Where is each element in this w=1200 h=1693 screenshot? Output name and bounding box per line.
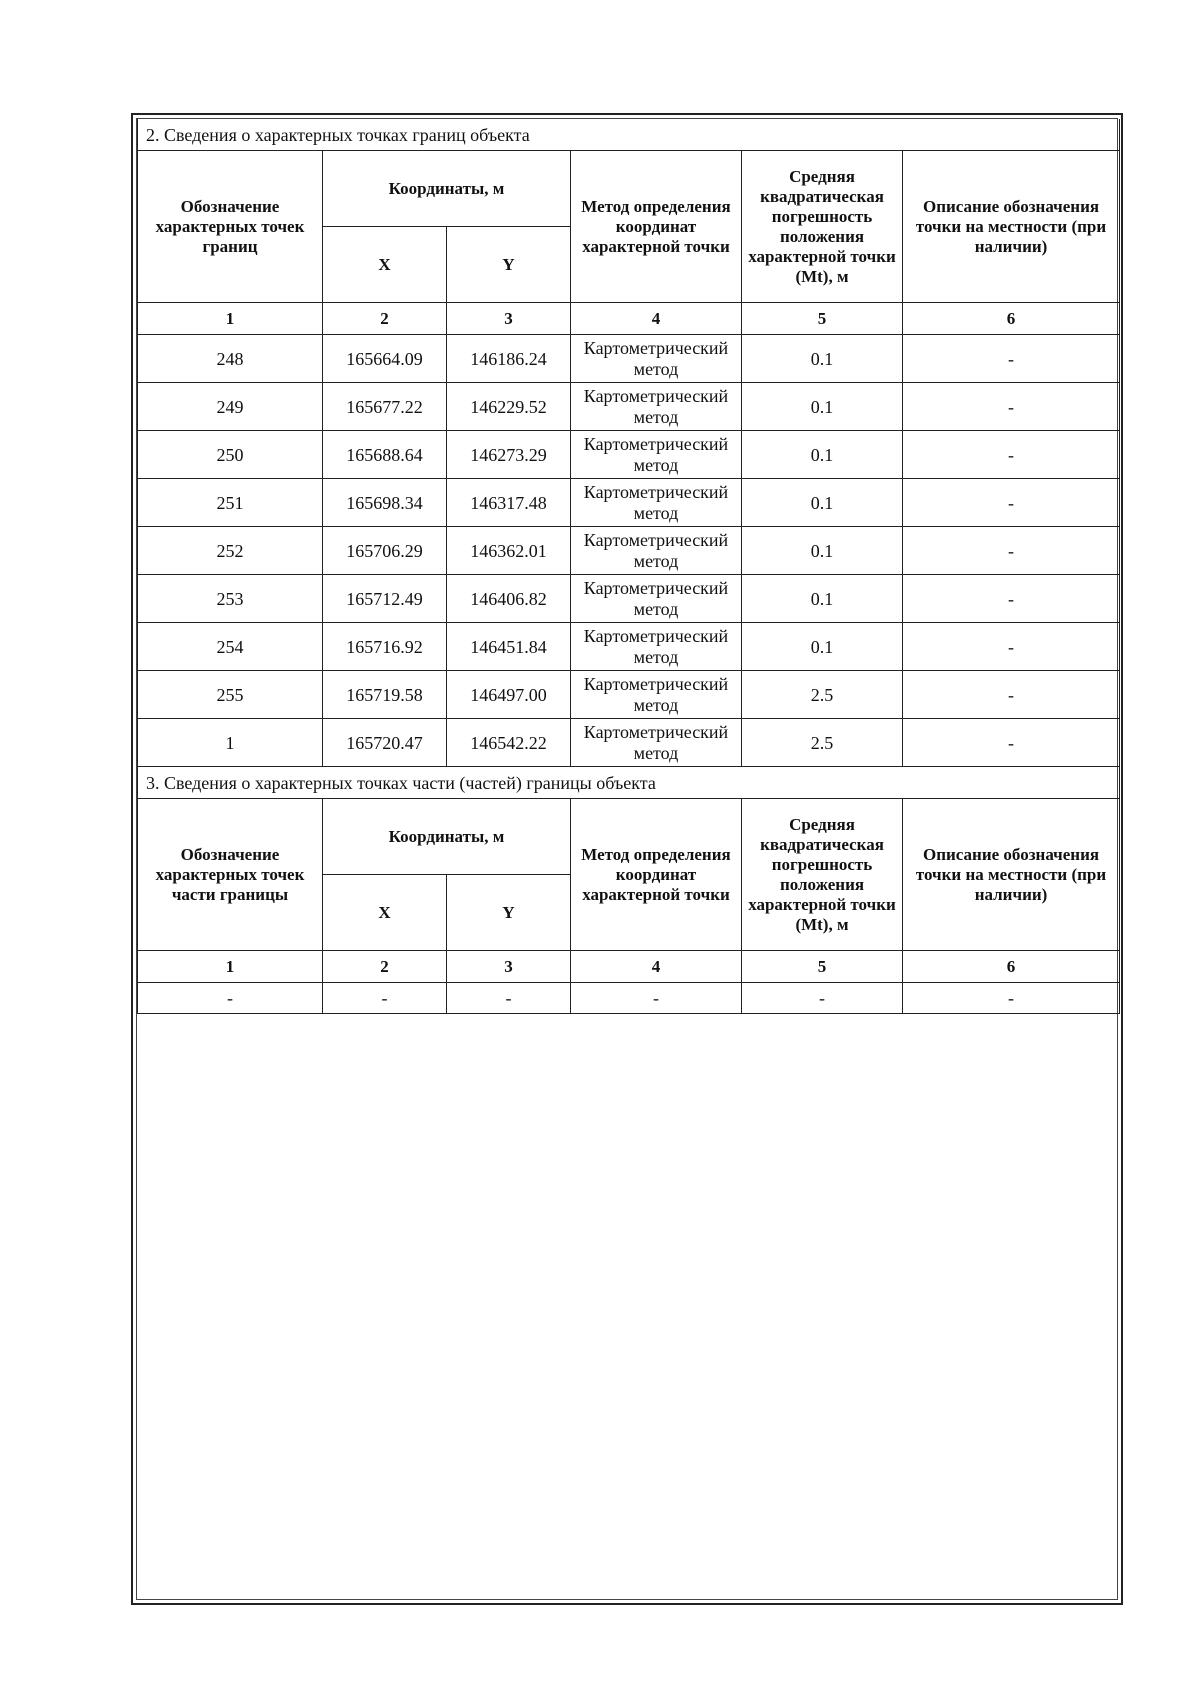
method-cell: Картометрический метод	[571, 335, 742, 383]
col-number: 4	[571, 951, 742, 983]
coord-y-cell: -	[447, 983, 571, 1014]
point-id-cell: -	[138, 983, 323, 1014]
description-cell: -	[903, 719, 1120, 767]
description-cell: -	[903, 575, 1120, 623]
method-cell: Картометрический метод	[571, 527, 742, 575]
point-id-cell: 248	[138, 335, 323, 383]
table-row	[138, 671, 1120, 719]
description-cell: -	[903, 623, 1120, 671]
table-row	[138, 383, 1120, 431]
page-frame-inner	[136, 118, 1118, 1600]
col-number: 6	[903, 303, 1120, 335]
coord-x-cell: 165716.92	[323, 623, 447, 671]
point-id-cell: 251	[138, 479, 323, 527]
table-row	[138, 983, 1120, 1014]
coord-x-cell: 165719.58	[323, 671, 447, 719]
col-header-x: X	[323, 227, 447, 303]
point-id-cell: 1	[138, 719, 323, 767]
col-header-description: Описание обозначения точки на местности (при наличии)	[903, 799, 1120, 951]
boundary-points-table	[137, 119, 1120, 1014]
description-cell: -	[903, 527, 1120, 575]
coord-x-cell: 165688.64	[323, 431, 447, 479]
method-cell: Картометрический метод	[571, 719, 742, 767]
point-id-cell: 252	[138, 527, 323, 575]
table-row	[138, 479, 1120, 527]
col-header-x: X	[323, 875, 447, 951]
coord-y-cell: 146542.22	[447, 719, 571, 767]
coord-y-cell: 146362.01	[447, 527, 571, 575]
point-id-cell: 253	[138, 575, 323, 623]
col-header-mt: Средняя квадратическая погрешность положения характерной точки (Mt), м	[742, 799, 903, 951]
page-frame	[131, 113, 1123, 1605]
col-header-point-id: Обозначение характерных точек границ	[138, 151, 323, 303]
description-cell: -	[903, 479, 1120, 527]
table-row	[138, 623, 1120, 671]
description-cell: -	[903, 671, 1120, 719]
mt-cell: 0.1	[742, 527, 903, 575]
description-cell: -	[903, 983, 1120, 1014]
method-cell: -	[571, 983, 742, 1014]
mt-cell: 0.1	[742, 431, 903, 479]
mt-cell: 0.1	[742, 623, 903, 671]
col-header-coordinates: Координаты, м	[323, 799, 571, 875]
method-cell: Картометрический метод	[571, 479, 742, 527]
coord-y-cell: 146451.84	[447, 623, 571, 671]
coord-y-cell: 146186.24	[447, 335, 571, 383]
col-header-method: Метод определения координат характерной точки	[571, 799, 742, 951]
description-cell: -	[903, 431, 1120, 479]
coord-y-cell: 146229.52	[447, 383, 571, 431]
column-numbers-row	[138, 303, 1120, 335]
col-header-point-id: Обозначение характерных точек части границы	[138, 799, 323, 951]
mt-cell: 0.1	[742, 335, 903, 383]
table-row	[138, 575, 1120, 623]
coord-x-cell: 165677.22	[323, 383, 447, 431]
point-id-cell: 254	[138, 623, 323, 671]
coord-x-cell: 165698.34	[323, 479, 447, 527]
coord-x-cell: 165664.09	[323, 335, 447, 383]
col-header-coordinates: Координаты, м	[323, 151, 571, 227]
col-header-y: Y	[447, 227, 571, 303]
table-row	[138, 527, 1120, 575]
col-number: 1	[138, 303, 323, 335]
point-id-cell: 255	[138, 671, 323, 719]
mt-cell: 0.1	[742, 575, 903, 623]
coord-y-cell: 146317.48	[447, 479, 571, 527]
col-header-method: Метод определения координат характерной точки	[571, 151, 742, 303]
mt-cell: 0.1	[742, 479, 903, 527]
col-header-y: Y	[447, 875, 571, 951]
point-id-cell: 250	[138, 431, 323, 479]
coord-x-cell: -	[323, 983, 447, 1014]
coord-y-cell: 146497.00	[447, 671, 571, 719]
mt-cell: 2.5	[742, 719, 903, 767]
col-number: 3	[447, 303, 571, 335]
method-cell: Картометрический метод	[571, 383, 742, 431]
method-cell: Картометрический метод	[571, 575, 742, 623]
col-header-mt: Средняя квадратическая погрешность положения характерной точки (Mt), м	[742, 151, 903, 303]
col-number: 5	[742, 951, 903, 983]
mt-cell: 0.1	[742, 383, 903, 431]
col-number: 2	[323, 303, 447, 335]
coord-y-cell: 146406.82	[447, 575, 571, 623]
section3-title: 3. Сведения о характерных точках части (частей) границы объекта	[138, 767, 1120, 799]
coord-y-cell: 146273.29	[447, 431, 571, 479]
column-numbers-row	[138, 951, 1120, 983]
col-number: 2	[323, 951, 447, 983]
mt-cell: 2.5	[742, 671, 903, 719]
col-number: 1	[138, 951, 323, 983]
table-row	[138, 719, 1120, 767]
col-number: 3	[447, 951, 571, 983]
method-cell: Картометрический метод	[571, 431, 742, 479]
coord-x-cell: 165720.47	[323, 719, 447, 767]
description-cell: -	[903, 383, 1120, 431]
col-number: 4	[571, 303, 742, 335]
col-number: 5	[742, 303, 903, 335]
col-number: 6	[903, 951, 1120, 983]
method-cell: Картометрический метод	[571, 671, 742, 719]
method-cell: Картометрический метод	[571, 623, 742, 671]
col-header-description: Описание обозначения точки на местности (при наличии)	[903, 151, 1120, 303]
section2-title: 2. Сведения о характерных точках границ объекта	[138, 119, 1120, 151]
description-cell: -	[903, 335, 1120, 383]
point-id-cell: 249	[138, 383, 323, 431]
table-row	[138, 431, 1120, 479]
coord-x-cell: 165712.49	[323, 575, 447, 623]
table-row	[138, 335, 1120, 383]
mt-cell: -	[742, 983, 903, 1014]
coord-x-cell: 165706.29	[323, 527, 447, 575]
